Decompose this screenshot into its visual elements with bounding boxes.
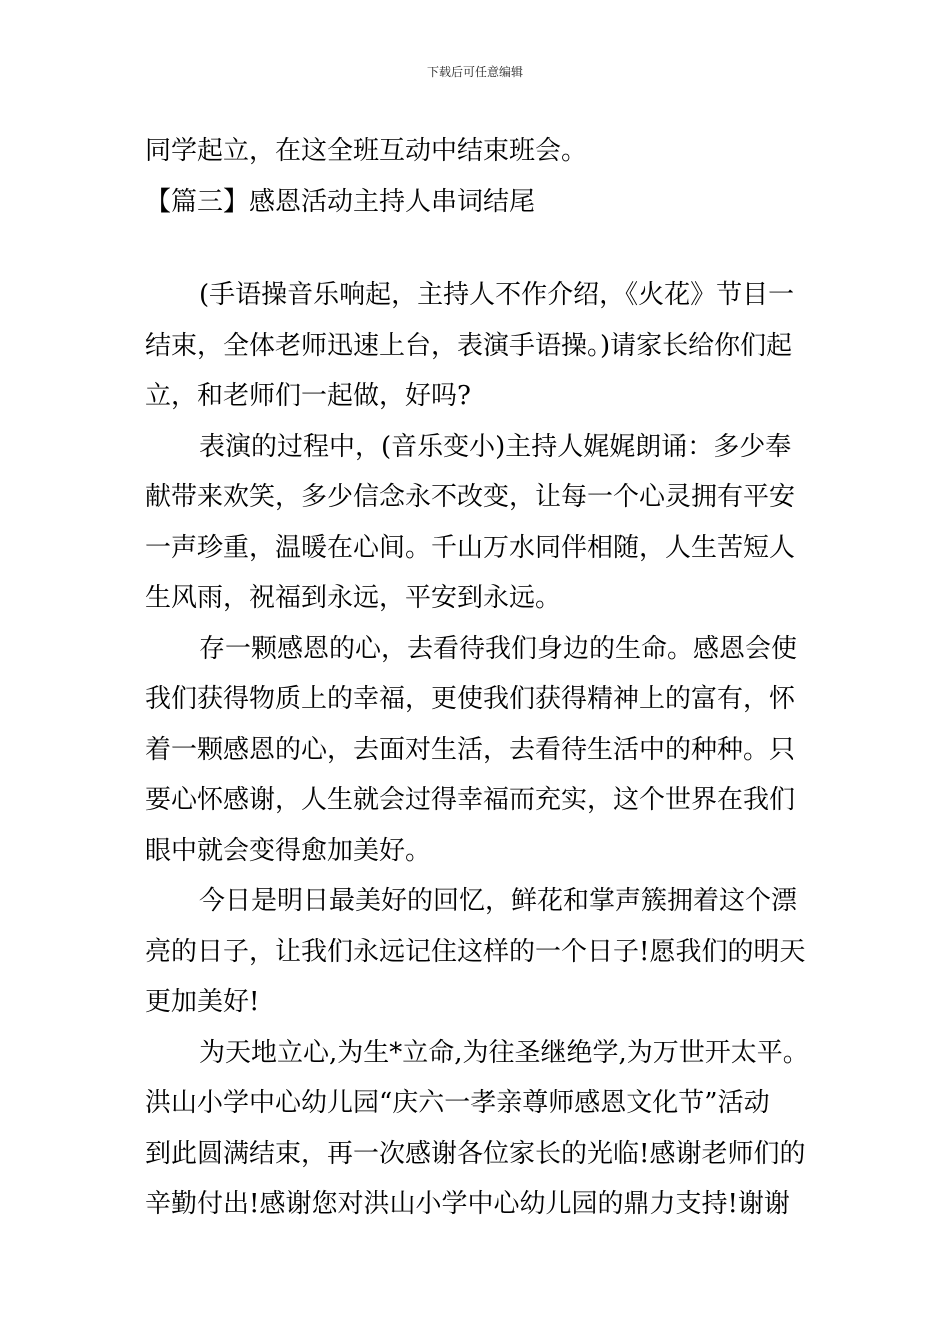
paragraph-4: [145, 876, 817, 1028]
paragraph-line: 洪山小学中心幼儿园“庆六一孝亲尊师感恩文化节”活动: [145, 1088, 770, 1118]
paragraph-line: 立，和老师们一起做，好吗?: [145, 381, 471, 411]
paragraph-line: 一声珍重，温暖在心间。千山万水同伴相随，人生苦短人: [145, 532, 796, 563]
paragraph-line: 到此圆满结束，再一次感谢各位家长的光临!感谢老师们的: [145, 1138, 806, 1169]
paragraph-line: 结束，全体老师迅速上台，表演手语操。)请家长给你们起: [145, 330, 793, 361]
paragraph-5: [145, 1028, 817, 1230]
paragraph-2: [145, 422, 817, 624]
section-title: 【篇三】感恩活动主持人串词结尾: [145, 186, 536, 217]
paragraph-line: 今日是明日最美好的回忆，鲜花和掌声簇拥着这个漂: [199, 886, 798, 916]
paragraph-line: 着一颗感恩的心，去面对生活，去看待生活中的种种。只: [145, 734, 796, 765]
paragraph-line: (手语操音乐响起，主持人不作介绍，《火花》节目一: [199, 280, 795, 310]
paragraph-line: 表演的过程中，(音乐变小)主持人娓娓朗诵：多少奉: [199, 431, 792, 462]
page-header: 下载后可任意编辑: [426, 65, 523, 79]
section-gap: [145, 227, 817, 270]
paragraph-line: 我们获得物质上的幸福，更使我们获得精神上的富有，怀: [145, 684, 796, 714]
paragraph-3: [145, 624, 817, 877]
paragraph-line: 眼中就会变得愈加美好。: [145, 835, 432, 866]
paragraph-line: 要心怀感谢，人生就会过得幸福而充实，这个世界在我们: [145, 785, 796, 815]
paragraph-line: 献带来欢笑，多少信念永不改变，让每一个心灵拥有平安: [145, 482, 796, 512]
paragraph-line: 亮的日子，让我们永远记住这样的一个日子!愿我们的明天: [145, 936, 806, 967]
paragraph-line: 存一颗感恩的心，去看待我们身边的生命。感恩会使: [199, 633, 798, 664]
paragraph-line: 更加美好!: [145, 987, 260, 1017]
document-body: [145, 126, 817, 1230]
paragraph-1: [145, 270, 817, 422]
intro-line: 同学起立，在这全班互动中结束班会。: [145, 136, 588, 166]
paragraph-line: 辛勤付出!感谢您对洪山小学中心幼儿园的鼎力支持!谢谢: [145, 1189, 790, 1219]
paragraph-line: 生风雨，祝福到永远，平安到永远。: [145, 583, 562, 613]
paragraph-line: 为天地立心,为生*立命,为往圣继绝学,为万世开太平。: [199, 1037, 809, 1068]
